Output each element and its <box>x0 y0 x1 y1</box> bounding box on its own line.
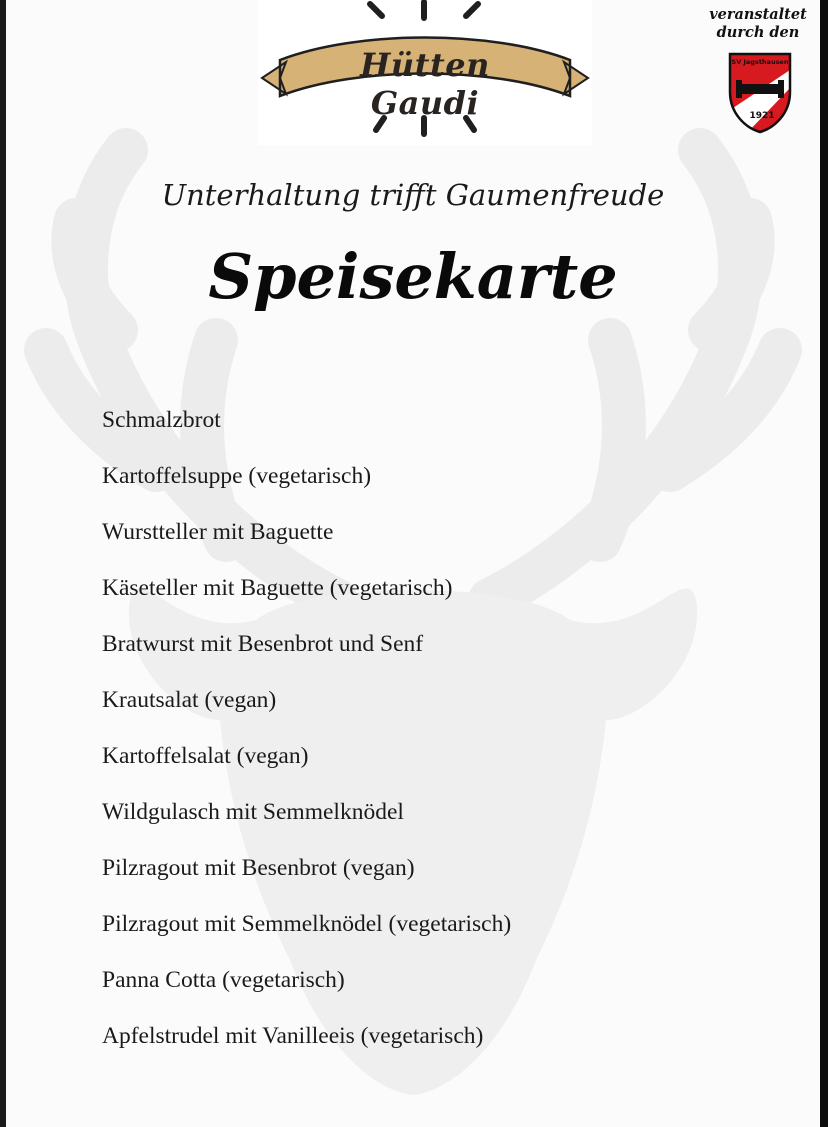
menu-item: Pilzragout mit Besenbrot (vegan) <box>102 855 415 881</box>
menu-item: Bratwurst mit Besenbrot und Senf <box>102 631 424 657</box>
event-logo <box>258 0 592 145</box>
subtitle: Unterhaltung trifft Gaumenfreude <box>161 178 665 212</box>
menu-item: Krautsalat (vegan) <box>102 687 277 713</box>
menu-item: Schmalzbrot <box>102 407 221 433</box>
host-line-1: veranstaltet <box>709 6 807 23</box>
menu-item: Käseteller mit Baguette (vegetarisch) <box>102 575 453 601</box>
menu-item: Pilzragout mit Semmelknödel (vegetarisch) <box>102 911 512 937</box>
logo-text: Hütten Gaudi <box>360 46 490 122</box>
menu-page <box>6 0 820 1127</box>
menu-list <box>102 400 782 1072</box>
club-crest-icon <box>724 48 796 134</box>
menu-item: Panna Cotta (vegetarisch) <box>102 967 345 993</box>
host-line-2: durch den <box>716 24 800 41</box>
right-border <box>820 0 828 1127</box>
crest-name: SV Jagsthausen <box>731 58 789 66</box>
menu-item: Kartoffelsalat (vegan) <box>102 743 309 769</box>
menu-item: Wildgulasch mit Semmelknödel <box>102 799 404 825</box>
menu-item: Apfelstrudel mit Vanilleeis (vegetarisch) <box>102 1023 484 1049</box>
page-title: Speisekarte <box>208 240 618 313</box>
crest-year: 1921 <box>749 111 775 121</box>
menu-item: Wurstteller mit Baguette <box>102 519 334 545</box>
menu-item: Kartoffelsuppe (vegetarisch) <box>102 463 372 489</box>
host-label <box>702 6 814 42</box>
